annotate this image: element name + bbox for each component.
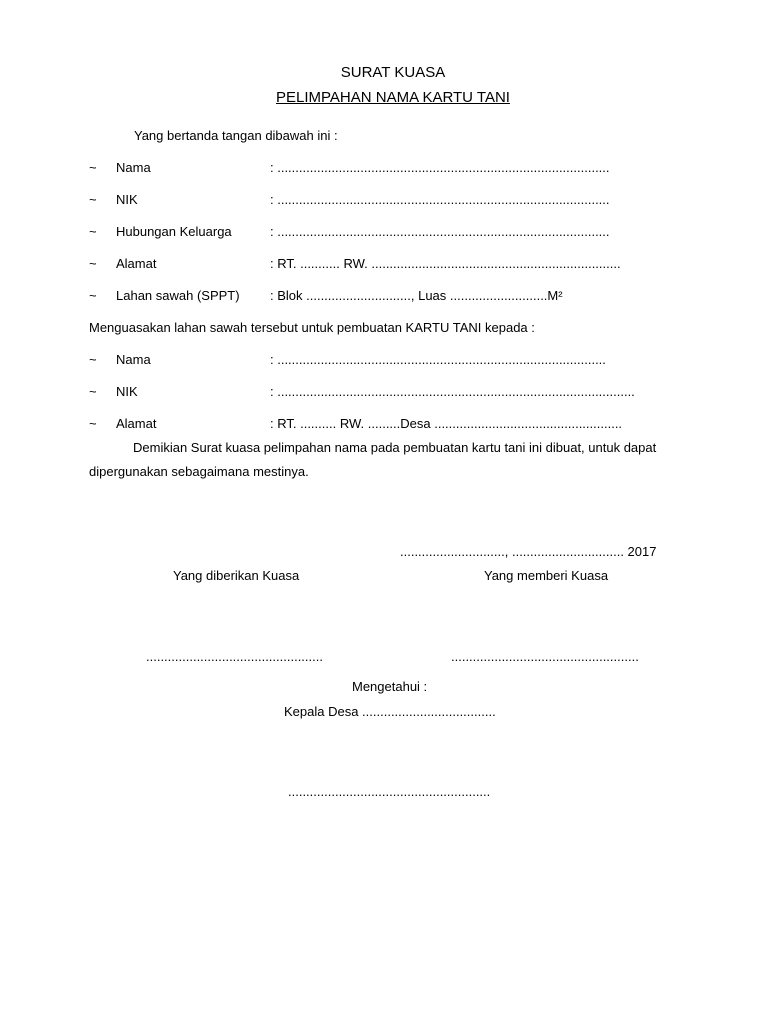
field-value-hubungan-keluarga: : ............................................................................................ [270, 224, 610, 239]
grantor-role-label: Yang memberi Kuasa [484, 568, 609, 583]
field-label-nama: Nama [116, 352, 151, 367]
field-label-nik: NIK [116, 192, 138, 207]
grantor-signature-line: .................................................... [451, 649, 639, 664]
village-head-signature-line: ........................................................ [288, 784, 491, 799]
field-value-nik: : ................................................................................................... [270, 384, 635, 399]
field-label-lahan-sawah: Lahan sawah (SPPT) [116, 288, 240, 303]
place-date: ............................., ............................... 2017 [400, 544, 657, 559]
field-value-nama: : ........................................................................................... [270, 352, 606, 367]
intro-text: Yang bertanda tangan dibawah ini : [134, 128, 338, 143]
document-subtitle: PELIMPAHAN NAMA KARTU TANI [276, 89, 510, 106]
closing-paragraph: Demikian Surat kuasa pelimpahan nama pada pembuatan kartu tani ini dibuat, untuk dapat dipergunakan sebagaimana mestinya. [89, 440, 657, 479]
field-value-nama: : ............................................................................................ [270, 160, 610, 175]
document-title: SURAT KUASA [340, 64, 446, 81]
bullet-tilde: ~ [89, 224, 97, 239]
field-value-alamat: : RT. ........... RW. ..................................................................... [270, 256, 621, 271]
bullet-tilde: ~ [89, 160, 97, 175]
village-head-label: Kepala Desa ..................................... [284, 704, 496, 719]
field-label-alamat: Alamat [116, 416, 157, 431]
grantee-role-label: Yang diberikan Kuasa [173, 568, 300, 583]
bullet-tilde: ~ [89, 288, 97, 303]
grantee-signature-line: ................................................. [146, 649, 323, 664]
field-label-nik: NIK [116, 384, 138, 399]
bullet-tilde: ~ [89, 192, 97, 207]
field-label-alamat: Alamat [116, 256, 157, 271]
field-value-alamat: : RT. .......... RW. .........Desa .................................................... [270, 416, 623, 431]
transfer-statement: Menguasakan lahan sawah tersebut untuk pembuatan KARTU TANI kepada : [89, 320, 535, 335]
field-value-lahan-sawah: : Blok ............................., Luas ...........................M² [270, 288, 563, 303]
bullet-tilde: ~ [89, 256, 97, 271]
bullet-tilde: ~ [89, 416, 97, 431]
field-label-hubungan-keluarga: Hubungan Keluarga [116, 224, 232, 239]
bullet-tilde: ~ [89, 384, 97, 399]
field-label-nama: Nama [116, 160, 151, 175]
field-value-nik: : ............................................................................................ [270, 192, 610, 207]
acknowledged-label: Mengetahui : [352, 679, 428, 694]
bullet-tilde: ~ [89, 352, 97, 367]
